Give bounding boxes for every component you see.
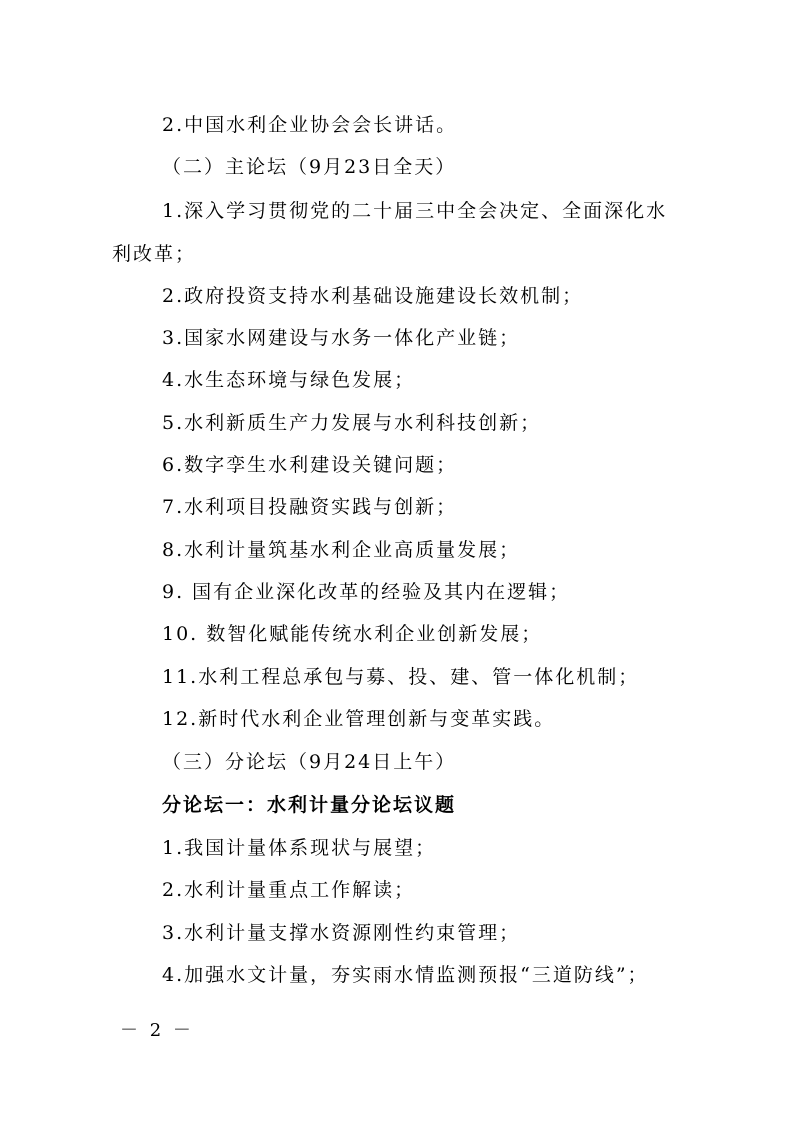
section-heading-sub-forum: （三）分论坛（9月24日上午）: [162, 751, 457, 773]
main-forum-item-8: 8.水利计量筑基水利企业高质量发展；: [162, 539, 521, 561]
main-forum-item-2: 2.政府投资支持水利基础设施建设长效机制；: [162, 285, 584, 307]
main-forum-item-10: 10. 数智化赋能传统水利企业创新发展；: [162, 623, 543, 645]
main-forum-item-3: 3.国家水网建设与水务一体化产业链；: [162, 327, 521, 349]
sub-forum-1-item-3: 3.水利计量支撑水资源刚性约束管理；: [162, 922, 521, 944]
main-forum-item-11: 11.水利工程总承包与募、投、建、管一体化机制；: [162, 666, 640, 688]
sub-forum-1-item-1: 1.我国计量体系现状与展望；: [162, 837, 437, 859]
main-forum-item-1: 1.深入学习贯彻党的二十届三中全会决定、全面深化水: [162, 200, 668, 222]
section-heading-main-forum: （二）主论坛（9月23日全天）: [162, 156, 457, 178]
main-forum-item-7: 7.水利项目投融资实践与创新；: [162, 496, 458, 518]
sub-forum-1-item-4: 4.加强水文计量，夯实雨水情监测预报“三道防线”；: [162, 964, 649, 986]
sub-forum-1-heading: 分论坛一：水利计量分论坛议题: [162, 794, 457, 816]
main-forum-item-9: 9. 国有企业深化改革的经验及其内在逻辑；: [162, 581, 571, 603]
main-forum-item-5: 5.水利新质生产力发展与水利科技创新；: [162, 412, 542, 434]
main-forum-item-1-continued: 利改革；: [112, 243, 197, 265]
main-forum-item-4: 4.水生态环境与绿色发展；: [162, 369, 416, 391]
page-number: － 2 －: [120, 1020, 194, 1041]
sub-forum-1-item-2: 2.水利计量重点工作解读；: [162, 879, 416, 901]
main-forum-item-12: 12.新时代水利企业管理创新与变革实践。: [162, 708, 556, 730]
speech-item-2: 2.中国水利企业协会会长讲话。: [162, 114, 458, 136]
main-forum-item-6: 6.数字孪生水利建设关键问题；: [162, 454, 458, 476]
